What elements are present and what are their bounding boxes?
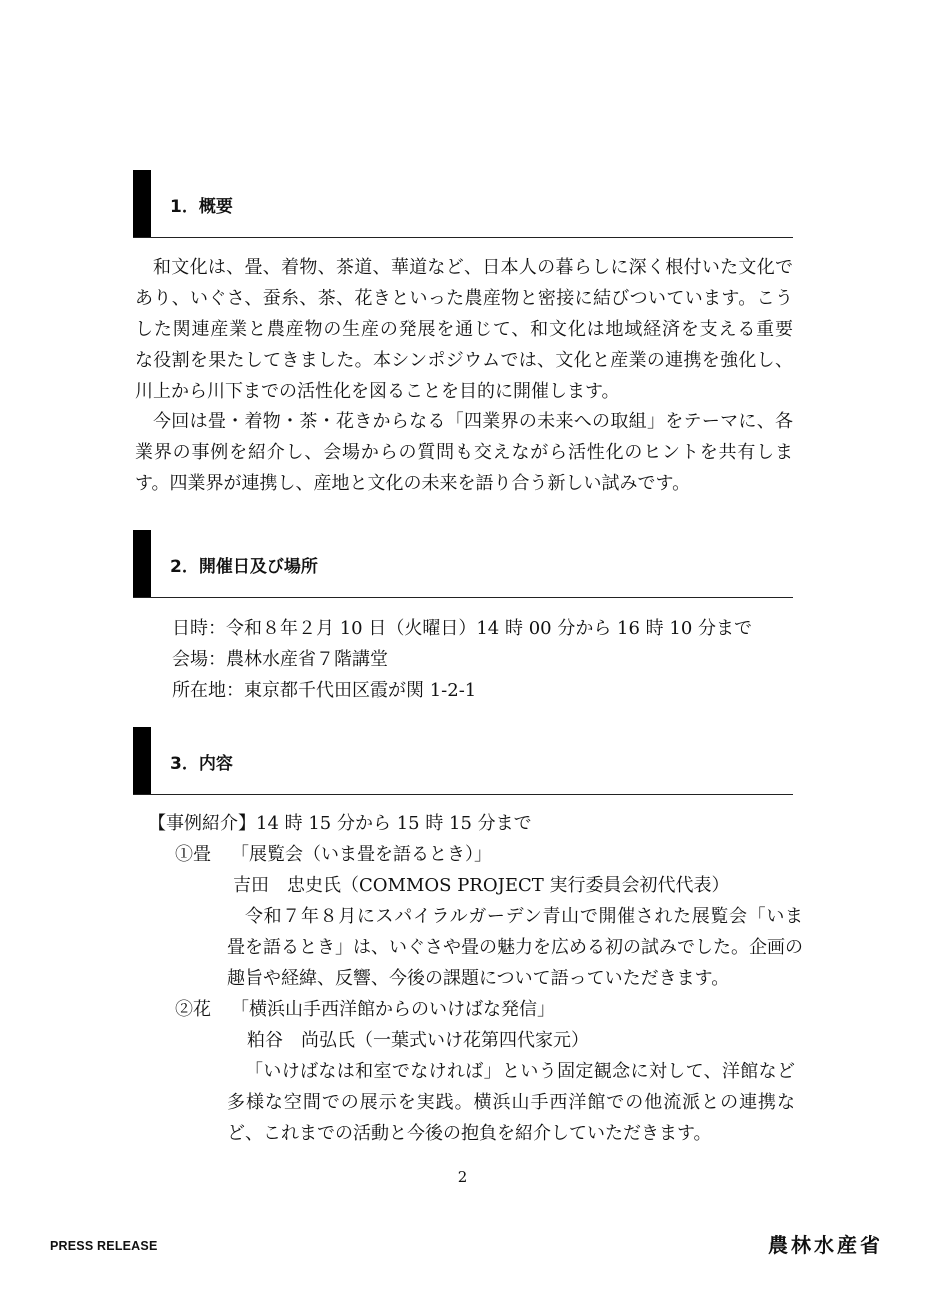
- section-heading-overview: [133, 170, 793, 238]
- case-header: [0, 839, 925, 870]
- description-line: 「いけばなは和室でなければ」という固定観念に対して、洋館など: [245, 1061, 795, 1082]
- section-heading-schedule: [133, 530, 793, 598]
- paragraph: [135, 253, 793, 407]
- address-line: 所在地：東京都千代田区霞が関 1-2-1: [172, 680, 477, 701]
- speaker-line: 粕谷 尚弘氏（一葉式いけ花第四代家元）: [247, 1030, 589, 1051]
- schedule-details: [172, 613, 792, 706]
- date-time-line: 日時：令和８年２月 10 日（火曜日）14 時 00 分から 16 時 10 分まで: [172, 618, 753, 639]
- text-line: 業界の事例を紹介し、会場からの質問も交えながら活性化のヒントを共有しま: [135, 442, 793, 464]
- section-marker-bar: [133, 727, 151, 794]
- description-line: 畳を語るとき」は、いぐさや畳の魅力を広める初の試みでした。企画の: [227, 937, 803, 958]
- description-line: 令和７年８月にスパイラルガーデン青山で開催された展覧会「いま: [245, 906, 803, 927]
- page-number: 2: [457, 1168, 468, 1186]
- venue-line: 会場：農林水産省７階講堂: [172, 649, 388, 670]
- case-intro-line: 【事例紹介】14 時 15 分から 15 時 15 分まで: [148, 813, 532, 834]
- text-line: あり、いぐさ、蚕糸、茶、花きといった農産物と密接に結びついています。こう: [135, 287, 793, 309]
- text-line: 今回は畳・着物・茶・花きからなる「四業界の未来への取組」をテーマに、各: [153, 411, 793, 433]
- case-title: 「展覧会（いま畳を語るとき）」: [231, 844, 492, 865]
- ministry-logo-text: 農林水産省: [768, 1233, 883, 1257]
- text-line: 川上から川下までの活性化を図ることを目的に開催します。: [135, 380, 620, 402]
- case-header: [0, 994, 925, 1025]
- description-line: 多様な空間での展示を実践。横浜山手西洋館での他流派との連携な: [227, 1092, 795, 1113]
- section-marker-bar: [133, 170, 151, 237]
- content-details: [0, 808, 925, 1149]
- section-heading-content: [133, 727, 793, 795]
- section-title: 3．内容: [170, 754, 233, 774]
- paragraph: [135, 407, 793, 500]
- description-line: 趣旨や経緯、反響、今後の課題について語っていただきます。: [227, 968, 730, 989]
- case-item: [0, 839, 925, 994]
- text-line: な役割を果たしてきました。本シンポジウムでは、文化と産業の連携を強化し、: [135, 349, 793, 371]
- section-title: 2．開催日及び場所: [170, 557, 318, 577]
- case-label: ②花: [175, 999, 211, 1020]
- section-marker-bar: [133, 530, 151, 597]
- press-release-label: PRESS RELEASE: [50, 1239, 158, 1253]
- overview-text: [135, 253, 793, 500]
- speaker-line: 吉田 忠史氏（COMMOS PROJECT 実行委員会初代代表）: [233, 875, 730, 896]
- text-line: 和文化は、畳、着物、茶道、華道など、日本人の暮らしに深く根付いた文化で: [153, 257, 793, 278]
- description-line: ど、これまでの活動と今後の抱負を紹介していただきます。: [227, 1123, 712, 1144]
- case-item: [0, 994, 925, 1149]
- text-line: す。四業界が連携し、産地と文化の未来を語り合う新しい試みです。: [135, 473, 691, 495]
- case-title: 「横浜山手西洋館からのいけばな発信」: [231, 999, 555, 1020]
- text-line: した関連産業と農産物の生産の発展を通じて、和文化は地域経済を支える重要: [135, 318, 793, 340]
- section-title: 1．概要: [170, 197, 233, 217]
- case-label: ①畳: [175, 844, 211, 865]
